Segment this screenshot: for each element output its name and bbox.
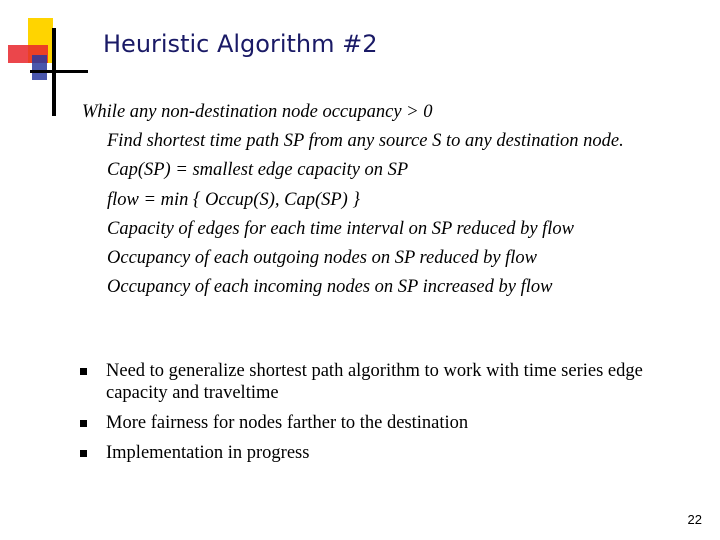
algorithm-step: flow = min { Occup(S), Cap(SP) } bbox=[107, 189, 360, 210]
square-bullet-icon bbox=[80, 368, 87, 375]
page-number: 22 bbox=[687, 512, 702, 527]
bullet-text: Implementation in progress bbox=[106, 443, 310, 463]
algorithm-step: Occupancy of each outgoing nodes on SP reduced by flow bbox=[107, 248, 538, 269]
algorithm-step: Occupancy of each incoming nodes on SP increased by flow bbox=[107, 277, 553, 298]
slide-title: Heuristic Algorithm #2 bbox=[103, 30, 378, 58]
algorithm-step: Cap(SP) = smallest edge capacity on SP bbox=[107, 160, 409, 181]
square-bullet-icon bbox=[80, 420, 87, 427]
bullet-item bbox=[80, 412, 700, 434]
algorithm-block bbox=[82, 98, 624, 302]
bullet-list bbox=[80, 360, 700, 472]
bullet-item bbox=[80, 442, 700, 464]
algorithm-step: Find shortest time path SP from any source S to any destination node. bbox=[107, 131, 624, 152]
slide-logo-decoration bbox=[0, 0, 90, 120]
bullet-item bbox=[80, 360, 700, 404]
square-bullet-icon bbox=[80, 450, 87, 457]
bullet-text: More fairness for nodes farther to the destination bbox=[106, 413, 469, 433]
algorithm-header: While any non-destination node occupancy > 0 bbox=[82, 102, 433, 122]
algorithm-step: Capacity of edges for each time interval on SP reduced by flow bbox=[107, 218, 575, 239]
bullet-text: Need to generalize shortest path algorithm to work with time series edge capacity and traveltime bbox=[106, 361, 643, 403]
